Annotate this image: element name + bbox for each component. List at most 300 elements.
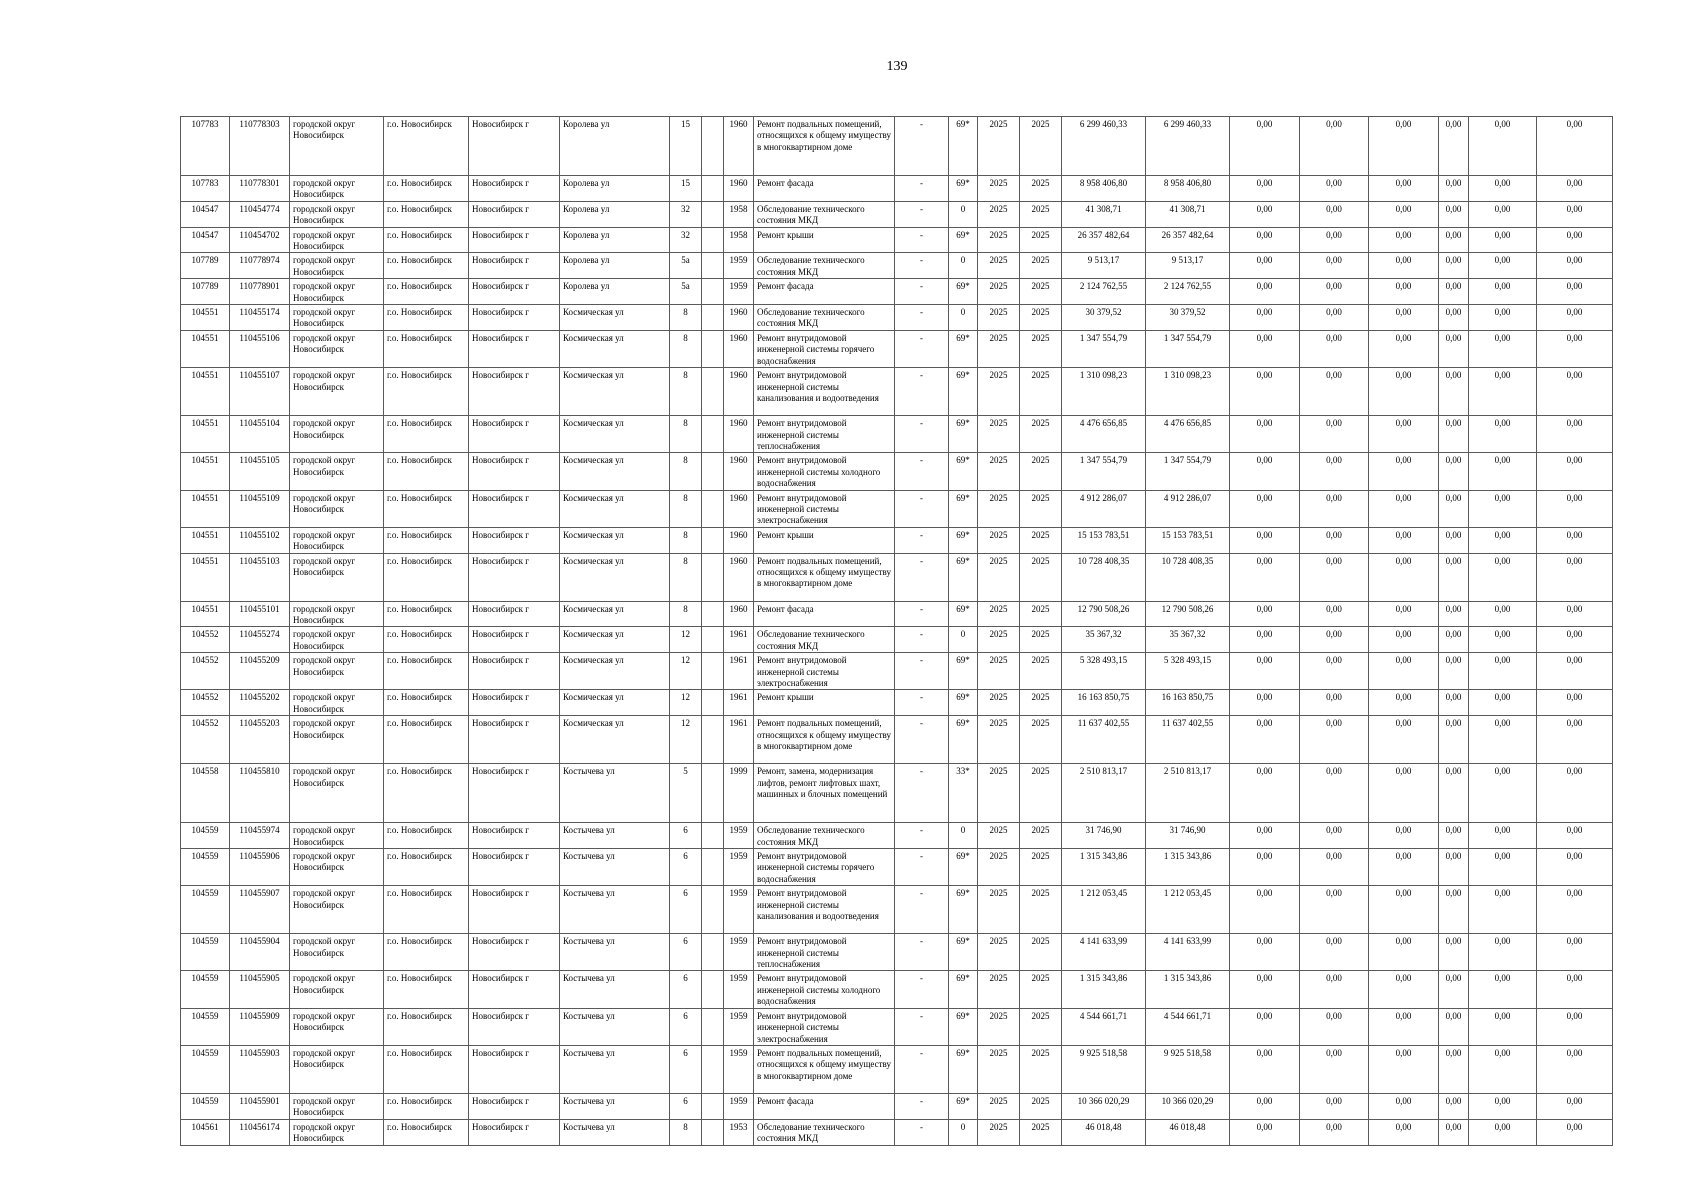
amount-cell: 0,00: [1369, 453, 1439, 490]
build-year-cell: 1958: [724, 227, 754, 253]
amount-cell: 0,00: [1439, 416, 1469, 453]
amount-cell: 0,00: [1469, 1093, 1537, 1119]
dash-cell: -: [895, 1093, 949, 1119]
amount-cell: 0,00: [1469, 453, 1537, 490]
municipality-cell: г.о. Новосибирск: [384, 1093, 469, 1119]
house-number-cell: 6: [670, 1093, 702, 1119]
amount-cell: 0,00: [1469, 330, 1537, 367]
empty-cell: [702, 553, 724, 601]
table-row: [181, 971, 1613, 1008]
amount-cell: 0,00: [1439, 201, 1469, 227]
city-cell: Новосибирск г: [469, 330, 560, 367]
amount-cell: 0,00: [1230, 690, 1300, 716]
house-number-cell: 6: [670, 886, 702, 934]
house-number-cell: 12: [670, 627, 702, 653]
work-code-cell: 110455106: [230, 330, 290, 367]
district-cell: городской округ Новосибирск: [290, 176, 384, 202]
amount-cell: 0,00: [1469, 416, 1537, 453]
amount-cell: 0,00: [1439, 653, 1469, 690]
plan-year-cell: 2025: [978, 690, 1020, 716]
amount-cell: 0,00: [1230, 527, 1300, 553]
total-cost-cell: 35 367,32: [1146, 627, 1230, 653]
dash-cell: -: [895, 117, 949, 176]
house-number-cell: 6: [670, 971, 702, 1008]
amount-cell: 0,00: [1300, 279, 1369, 305]
amount-cell: 0,00: [1300, 849, 1369, 886]
district-cell: городской округ Новосибирск: [290, 627, 384, 653]
amount-cell: 0,00: [1537, 1093, 1613, 1119]
total-cost-cell: 15 153 783,51: [1146, 527, 1230, 553]
amount-cell: 0,00: [1369, 823, 1439, 849]
amount-cell: 0,00: [1537, 1119, 1613, 1145]
amount-cell: 0,00: [1230, 253, 1300, 279]
amount-cell: 0,00: [1230, 490, 1300, 527]
build-year-cell: 1960: [724, 117, 754, 176]
district-cell: городской округ Новосибирск: [290, 253, 384, 279]
empty-cell: [702, 279, 724, 305]
district-cell: городской округ Новосибирск: [290, 416, 384, 453]
wear-percent-cell: 69*: [949, 934, 978, 971]
end-year-cell: 2025: [1020, 849, 1062, 886]
empty-cell: [702, 1008, 724, 1045]
wear-percent-cell: 69*: [949, 601, 978, 627]
municipality-cell: г.о. Новосибирск: [384, 716, 469, 764]
amount-cell: 0,00: [1537, 490, 1613, 527]
amount-cell: 0,00: [1469, 305, 1537, 331]
amount-cell: 0,00: [1469, 849, 1537, 886]
work-code-cell: 110455109: [230, 490, 290, 527]
cost-cell: 4 912 286,07: [1062, 490, 1146, 527]
build-year-cell: 1958: [724, 201, 754, 227]
amount-cell: 0,00: [1230, 1119, 1300, 1145]
municipality-cell: г.о. Новосибирск: [384, 934, 469, 971]
house-id-cell: 104559: [181, 886, 230, 934]
cost-cell: 41 308,71: [1062, 201, 1146, 227]
street-cell: Космическая ул: [560, 490, 670, 527]
municipality-cell: г.о. Новосибирск: [384, 764, 469, 823]
cost-cell: 5 328 493,15: [1062, 653, 1146, 690]
wear-percent-cell: 33*: [949, 764, 978, 823]
municipality-cell: г.о. Новосибирск: [384, 971, 469, 1008]
wear-percent-cell: 69*: [949, 716, 978, 764]
wear-percent-cell: 69*: [949, 1008, 978, 1045]
amount-cell: 0,00: [1439, 601, 1469, 627]
end-year-cell: 2025: [1020, 416, 1062, 453]
build-year-cell: 1960: [724, 305, 754, 331]
end-year-cell: 2025: [1020, 1093, 1062, 1119]
total-cost-cell: 1 310 098,23: [1146, 368, 1230, 416]
street-cell: Космическая ул: [560, 368, 670, 416]
dash-cell: -: [895, 823, 949, 849]
amount-cell: 0,00: [1469, 934, 1537, 971]
amount-cell: 0,00: [1369, 253, 1439, 279]
build-year-cell: 1960: [724, 453, 754, 490]
table-row: [181, 305, 1613, 331]
cost-cell: 1 347 554,79: [1062, 453, 1146, 490]
house-number-cell: 5а: [670, 279, 702, 305]
empty-cell: [702, 971, 724, 1008]
table-row: [181, 849, 1613, 886]
cost-cell: 2 124 762,55: [1062, 279, 1146, 305]
work-code-cell: 110778901: [230, 279, 290, 305]
amount-cell: 0,00: [1300, 368, 1369, 416]
amount-cell: 0,00: [1439, 1119, 1469, 1145]
total-cost-cell: 16 163 850,75: [1146, 690, 1230, 716]
street-cell: Костычева ул: [560, 886, 670, 934]
wear-percent-cell: 69*: [949, 527, 978, 553]
plan-year-cell: 2025: [978, 934, 1020, 971]
amount-cell: 0,00: [1469, 176, 1537, 202]
work-type-cell: Ремонт подвальных помещений, относящихся к общему имуществу в многоквартирном доме: [754, 117, 895, 176]
end-year-cell: 2025: [1020, 253, 1062, 279]
city-cell: Новосибирск г: [469, 227, 560, 253]
wear-percent-cell: 0: [949, 1119, 978, 1145]
total-cost-cell: 2 510 813,17: [1146, 764, 1230, 823]
plan-year-cell: 2025: [978, 627, 1020, 653]
street-cell: Космическая ул: [560, 305, 670, 331]
amount-cell: 0,00: [1469, 527, 1537, 553]
dash-cell: -: [895, 886, 949, 934]
total-cost-cell: 4 544 661,71: [1146, 1008, 1230, 1045]
amount-cell: 0,00: [1230, 117, 1300, 176]
district-cell: городской округ Новосибирск: [290, 490, 384, 527]
house-number-cell: 8: [670, 416, 702, 453]
municipality-cell: г.о. Новосибирск: [384, 253, 469, 279]
work-type-cell: Обследование технического состояния МКД: [754, 627, 895, 653]
amount-cell: 0,00: [1439, 253, 1469, 279]
work-code-cell: 110455274: [230, 627, 290, 653]
amount-cell: 0,00: [1369, 117, 1439, 176]
empty-cell: [702, 253, 724, 279]
empty-cell: [702, 453, 724, 490]
amount-cell: 0,00: [1439, 1093, 1469, 1119]
total-cost-cell: 26 357 482,64: [1146, 227, 1230, 253]
city-cell: Новосибирск г: [469, 601, 560, 627]
build-year-cell: 1959: [724, 1045, 754, 1093]
total-cost-cell: 1 347 554,79: [1146, 330, 1230, 367]
house-id-cell: 104559: [181, 1008, 230, 1045]
district-cell: городской округ Новосибирск: [290, 823, 384, 849]
municipality-cell: г.о. Новосибирск: [384, 627, 469, 653]
plan-year-cell: 2025: [978, 490, 1020, 527]
table-row: [181, 934, 1613, 971]
end-year-cell: 2025: [1020, 823, 1062, 849]
dash-cell: -: [895, 849, 949, 886]
amount-cell: 0,00: [1439, 527, 1469, 553]
empty-cell: [702, 601, 724, 627]
city-cell: Новосибирск г: [469, 368, 560, 416]
house-id-cell: 104552: [181, 690, 230, 716]
work-type-cell: Ремонт фасада: [754, 601, 895, 627]
end-year-cell: 2025: [1020, 553, 1062, 601]
work-type-cell: Ремонт внутридомовой инженерной системы горячего водоснабжения: [754, 330, 895, 367]
house-number-cell: 6: [670, 934, 702, 971]
work-type-cell: Обследование технического состояния МКД: [754, 305, 895, 331]
district-cell: городской округ Новосибирск: [290, 305, 384, 331]
amount-cell: 0,00: [1469, 690, 1537, 716]
total-cost-cell: 10 728 408,35: [1146, 553, 1230, 601]
dash-cell: -: [895, 453, 949, 490]
street-cell: Космическая ул: [560, 553, 670, 601]
plan-year-cell: 2025: [978, 330, 1020, 367]
wear-percent-cell: 69*: [949, 117, 978, 176]
end-year-cell: 2025: [1020, 764, 1062, 823]
street-cell: Костычева ул: [560, 823, 670, 849]
amount-cell: 0,00: [1300, 176, 1369, 202]
wear-percent-cell: 0: [949, 823, 978, 849]
dash-cell: -: [895, 716, 949, 764]
amount-cell: 0,00: [1369, 971, 1439, 1008]
end-year-cell: 2025: [1020, 527, 1062, 553]
amount-cell: 0,00: [1369, 527, 1439, 553]
amount-cell: 0,00: [1537, 227, 1613, 253]
build-year-cell: 1959: [724, 823, 754, 849]
table-row: [181, 416, 1613, 453]
amount-cell: 0,00: [1537, 176, 1613, 202]
amount-cell: 0,00: [1230, 1045, 1300, 1093]
municipality-cell: г.о. Новосибирск: [384, 490, 469, 527]
municipality-cell: г.о. Новосибирск: [384, 305, 469, 331]
district-cell: городской округ Новосибирск: [290, 117, 384, 176]
work-type-cell: Ремонт внутридомовой инженерной системы канализования и водоотведения: [754, 886, 895, 934]
city-cell: Новосибирск г: [469, 1045, 560, 1093]
work-type-cell: Ремонт фасада: [754, 1093, 895, 1119]
house-number-cell: 32: [670, 227, 702, 253]
plan-year-cell: 2025: [978, 279, 1020, 305]
plan-year-cell: 2025: [978, 653, 1020, 690]
amount-cell: 0,00: [1300, 201, 1369, 227]
plan-year-cell: 2025: [978, 886, 1020, 934]
street-cell: Королева ул: [560, 279, 670, 305]
work-code-cell: 110456174: [230, 1119, 290, 1145]
total-cost-cell: 1 315 343,86: [1146, 971, 1230, 1008]
district-cell: городской округ Новосибирск: [290, 764, 384, 823]
amount-cell: 0,00: [1537, 764, 1613, 823]
total-cost-cell: 41 308,71: [1146, 201, 1230, 227]
cost-cell: 35 367,32: [1062, 627, 1146, 653]
city-cell: Новосибирск г: [469, 117, 560, 176]
wear-percent-cell: 69*: [949, 176, 978, 202]
table-row: [181, 553, 1613, 601]
amount-cell: 0,00: [1300, 227, 1369, 253]
city-cell: Новосибирск г: [469, 1119, 560, 1145]
street-cell: Костычева ул: [560, 849, 670, 886]
amount-cell: 0,00: [1300, 764, 1369, 823]
amount-cell: 0,00: [1300, 690, 1369, 716]
work-type-cell: Ремонт внутридомовой инженерной системы электроснабжения: [754, 490, 895, 527]
city-cell: Новосибирск г: [469, 453, 560, 490]
wear-percent-cell: 69*: [949, 453, 978, 490]
amount-cell: 0,00: [1300, 490, 1369, 527]
amount-cell: 0,00: [1369, 934, 1439, 971]
cost-cell: 1 310 098,23: [1062, 368, 1146, 416]
amount-cell: 0,00: [1230, 416, 1300, 453]
house-id-cell: 107783: [181, 117, 230, 176]
empty-cell: [702, 1093, 724, 1119]
amount-cell: 0,00: [1469, 601, 1537, 627]
total-cost-cell: 1 212 053,45: [1146, 886, 1230, 934]
dash-cell: -: [895, 627, 949, 653]
total-cost-cell: 10 366 020,29: [1146, 1093, 1230, 1119]
empty-cell: [702, 490, 724, 527]
amount-cell: 0,00: [1300, 1119, 1369, 1145]
plan-year-cell: 2025: [978, 716, 1020, 764]
house-id-cell: 104558: [181, 764, 230, 823]
amount-cell: 0,00: [1300, 971, 1369, 1008]
city-cell: Новосибирск г: [469, 416, 560, 453]
end-year-cell: 2025: [1020, 490, 1062, 527]
cost-cell: 10 366 020,29: [1062, 1093, 1146, 1119]
amount-cell: 0,00: [1537, 601, 1613, 627]
wear-percent-cell: 0: [949, 305, 978, 331]
work-type-cell: Ремонт внутридомовой инженерной системы теплоснабжения: [754, 934, 895, 971]
table-row: [181, 764, 1613, 823]
end-year-cell: 2025: [1020, 971, 1062, 1008]
table-row: [181, 117, 1613, 176]
municipality-cell: г.о. Новосибирск: [384, 279, 469, 305]
amount-cell: 0,00: [1537, 823, 1613, 849]
amount-cell: 0,00: [1230, 971, 1300, 1008]
amount-cell: 0,00: [1369, 716, 1439, 764]
cost-cell: 46 018,48: [1062, 1119, 1146, 1145]
work-code-cell: 110455105: [230, 453, 290, 490]
amount-cell: 0,00: [1230, 553, 1300, 601]
house-number-cell: 8: [670, 453, 702, 490]
house-id-cell: 107783: [181, 176, 230, 202]
build-year-cell: 1961: [724, 627, 754, 653]
dash-cell: -: [895, 1119, 949, 1145]
work-type-cell: Обследование технического состояния МКД: [754, 201, 895, 227]
amount-cell: 0,00: [1537, 1008, 1613, 1045]
end-year-cell: 2025: [1020, 690, 1062, 716]
amount-cell: 0,00: [1439, 330, 1469, 367]
amount-cell: 0,00: [1439, 553, 1469, 601]
empty-cell: [702, 886, 724, 934]
total-cost-cell: 8 958 406,80: [1146, 176, 1230, 202]
table-row: [181, 716, 1613, 764]
district-cell: городской округ Новосибирск: [290, 453, 384, 490]
empty-cell: [702, 849, 724, 886]
total-cost-cell: 31 746,90: [1146, 823, 1230, 849]
house-id-cell: 104551: [181, 305, 230, 331]
house-id-cell: 104551: [181, 553, 230, 601]
work-type-cell: Обследование технического состояния МКД: [754, 1119, 895, 1145]
amount-cell: 0,00: [1300, 330, 1369, 367]
plan-year-cell: 2025: [978, 601, 1020, 627]
work-type-cell: Ремонт внутридомовой инженерной системы холодного водоснабжения: [754, 453, 895, 490]
empty-cell: [702, 201, 724, 227]
end-year-cell: 2025: [1020, 305, 1062, 331]
amount-cell: 0,00: [1369, 653, 1439, 690]
dash-cell: -: [895, 653, 949, 690]
table-row: [181, 227, 1613, 253]
dash-cell: -: [895, 764, 949, 823]
total-cost-cell: 5 328 493,15: [1146, 653, 1230, 690]
end-year-cell: 2025: [1020, 368, 1062, 416]
municipality-cell: г.о. Новосибирск: [384, 527, 469, 553]
work-type-cell: Ремонт внутридомовой инженерной системы канализования и водоотведения: [754, 368, 895, 416]
plan-year-cell: 2025: [978, 1045, 1020, 1093]
cost-cell: 1 347 554,79: [1062, 330, 1146, 367]
work-code-cell: 110455174: [230, 305, 290, 331]
empty-cell: [702, 1119, 724, 1145]
municipality-cell: г.о. Новосибирск: [384, 201, 469, 227]
table-row: [181, 653, 1613, 690]
amount-cell: 0,00: [1300, 453, 1369, 490]
end-year-cell: 2025: [1020, 117, 1062, 176]
district-cell: городской округ Новосибирск: [290, 201, 384, 227]
amount-cell: 0,00: [1537, 886, 1613, 934]
house-id-cell: 104551: [181, 368, 230, 416]
amount-cell: 0,00: [1439, 176, 1469, 202]
work-code-cell: 110455907: [230, 886, 290, 934]
table-row: [181, 279, 1613, 305]
amount-cell: 0,00: [1369, 490, 1439, 527]
house-id-cell: 104547: [181, 201, 230, 227]
amount-cell: 0,00: [1439, 971, 1469, 1008]
dash-cell: -: [895, 527, 949, 553]
work-type-cell: Ремонт крыши: [754, 527, 895, 553]
amount-cell: 0,00: [1230, 305, 1300, 331]
street-cell: Костычева ул: [560, 1119, 670, 1145]
house-id-cell: 107789: [181, 253, 230, 279]
street-cell: Космическая ул: [560, 653, 670, 690]
end-year-cell: 2025: [1020, 227, 1062, 253]
amount-cell: 0,00: [1439, 716, 1469, 764]
amount-cell: 0,00: [1369, 305, 1439, 331]
amount-cell: 0,00: [1537, 201, 1613, 227]
house-number-cell: 15: [670, 117, 702, 176]
house-number-cell: 12: [670, 716, 702, 764]
amount-cell: 0,00: [1469, 1045, 1537, 1093]
house-id-cell: 104552: [181, 653, 230, 690]
work-code-cell: 110455203: [230, 716, 290, 764]
cost-cell: 9 513,17: [1062, 253, 1146, 279]
district-cell: городской округ Новосибирск: [290, 330, 384, 367]
wear-percent-cell: 69*: [949, 1045, 978, 1093]
amount-cell: 0,00: [1230, 176, 1300, 202]
work-type-cell: Ремонт внутридомовой инженерной системы электроснабжения: [754, 653, 895, 690]
build-year-cell: 1960: [724, 368, 754, 416]
house-number-cell: 12: [670, 653, 702, 690]
amount-cell: 0,00: [1469, 653, 1537, 690]
plan-year-cell: 2025: [978, 971, 1020, 1008]
plan-year-cell: 2025: [978, 764, 1020, 823]
work-type-cell: Ремонт подвальных помещений, относящихся к общему имуществу в многоквартирном доме: [754, 553, 895, 601]
end-year-cell: 2025: [1020, 453, 1062, 490]
wear-percent-cell: 69*: [949, 653, 978, 690]
cost-cell: 15 153 783,51: [1062, 527, 1146, 553]
work-type-cell: Ремонт подвальных помещений, относящихся к общему имуществу в многоквартирном доме: [754, 1045, 895, 1093]
table-row: [181, 886, 1613, 934]
cost-cell: 16 163 850,75: [1062, 690, 1146, 716]
total-cost-cell: 1 347 554,79: [1146, 453, 1230, 490]
house-id-cell: 104551: [181, 416, 230, 453]
house-number-cell: 15: [670, 176, 702, 202]
amount-cell: 0,00: [1469, 117, 1537, 176]
end-year-cell: 2025: [1020, 653, 1062, 690]
house-number-cell: 8: [670, 553, 702, 601]
amount-cell: 0,00: [1439, 453, 1469, 490]
work-code-cell: 110455102: [230, 527, 290, 553]
municipality-cell: г.о. Новосибирск: [384, 368, 469, 416]
plan-year-cell: 2025: [978, 1008, 1020, 1045]
street-cell: Космическая ул: [560, 453, 670, 490]
street-cell: Королева ул: [560, 117, 670, 176]
build-year-cell: 1960: [724, 176, 754, 202]
amount-cell: 0,00: [1369, 416, 1439, 453]
house-number-cell: 8: [670, 601, 702, 627]
